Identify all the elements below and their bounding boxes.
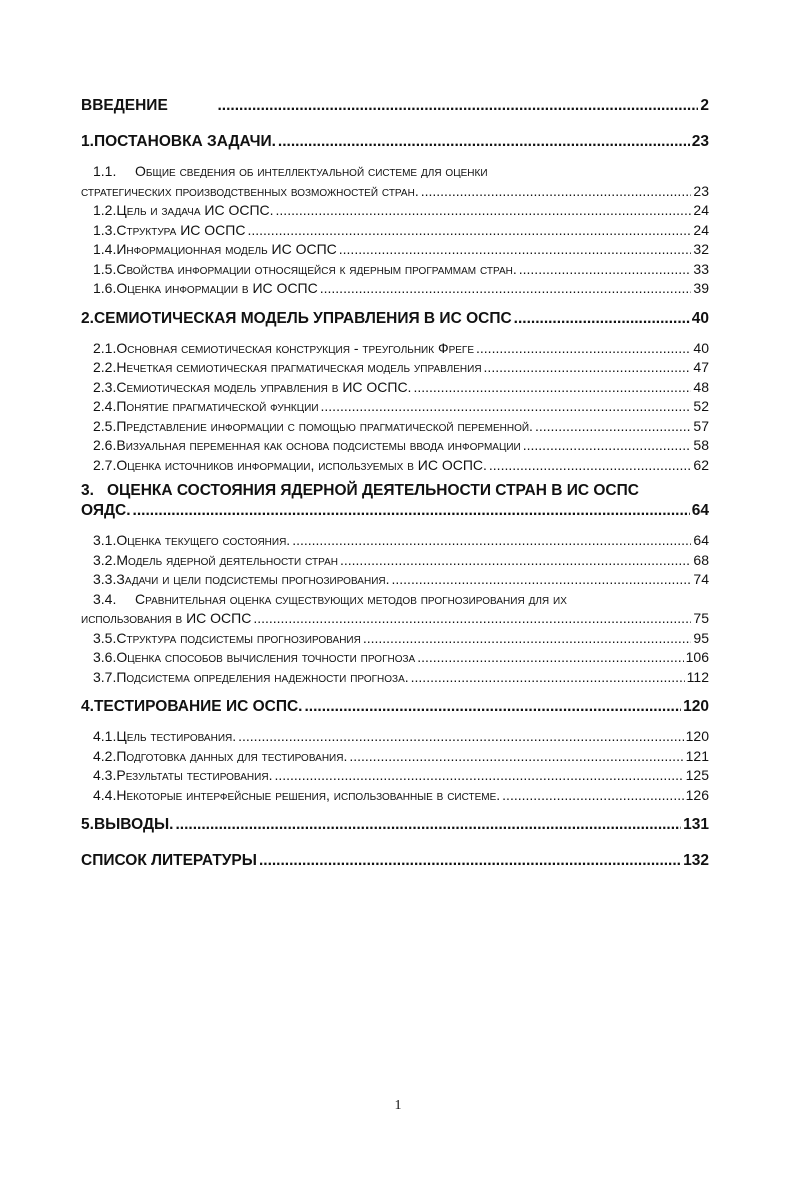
toc-references[interactable]: СПИСОК ЛИТЕРАТУРЫ ..... 132 bbox=[81, 851, 709, 871]
toc-section-2-6[interactable]: 2.6. Визуальная переменная как основа подсистемы ввода информации ..... 58 bbox=[81, 436, 709, 456]
toc-section-3-4[interactable]: 3.4. Сравнительная оценка существующих методов прогнозирования для их bbox=[93, 590, 567, 607]
toc-section-3-1[interactable]: 3.1. Оценка текущего состояния. ..... 64 bbox=[81, 531, 709, 551]
toc-section-3-7[interactable]: 3.7. Подсистема определения надежности прогноза. ..... 112 bbox=[81, 668, 709, 688]
toc-section-2-2[interactable]: 2.2. Нечеткая семиотическая прагматическая модель управления ..... 47 bbox=[81, 358, 709, 378]
toc-section-2-4[interactable]: 2.4. Понятие прагматической функции ..... 52 bbox=[81, 397, 709, 417]
chapter-title: ОЦЕНКА СОСТОЯНИЯ ЯДЕРНОЙ ДЕЯТЕЛЬНОСТИ СТРАН В ИС ОСПС bbox=[107, 482, 639, 499]
chapter-title: ТЕСТИРОВАНИЕ ИС ОСПС. bbox=[93, 698, 303, 715]
toc-chapter-5[interactable]: 5. ВЫВОДЫ. ..... 131 bbox=[81, 815, 709, 835]
toc-section-3-6[interactable]: 3.6. Оценка способов вычисления точности прогноза ..... 106 bbox=[81, 648, 709, 668]
toc-section-2-1[interactable]: 2.1. Основная семиотическая конструкция - треугольник Фреге ..... 40 bbox=[81, 339, 709, 359]
toc-section-3-5[interactable]: 3.5. Структура подсистемы прогнозирования ..... 95 bbox=[81, 629, 709, 649]
intro-title: ВВЕДЕНИЕ bbox=[81, 97, 168, 114]
toc-section-1-1-cont[interactable]: стратегических производственных возможностей стран. ..... 23 bbox=[81, 182, 709, 202]
toc-section-1-4[interactable]: 1.4. Информационная модель ИС ОСПС ..... 32 bbox=[81, 240, 709, 260]
toc-section-3-3[interactable]: 3.3. Задачи и цели подсистемы прогнозирования. ..... 74 bbox=[81, 570, 709, 590]
toc-section-4-2[interactable]: 4.2. Подготовка данных для тестирования. ..... 121 bbox=[81, 747, 709, 767]
toc-section-1-3[interactable]: 1.3. Структура ИС ОСПС ..... 24 bbox=[81, 221, 709, 241]
toc-chapter-3[interactable]: 3. ОЦЕНКА СОСТОЯНИЯ ЯДЕРНОЙ ДЕЯТЕЛЬНОСТИ СТРАН В ИС ОСПС bbox=[81, 482, 639, 499]
toc-section-2-3[interactable]: 2.3. Семиотическая модель управления в ИС ОСПС. ..... 48 bbox=[81, 378, 709, 398]
toc-section-1-1[interactable]: 1.1. Общие сведения об интеллектуальной системе для оценки bbox=[93, 163, 488, 179]
chapter-title: СЕМИОТИЧЕСКАЯ МОДЕЛЬ УПРАВЛЕНИЯ В ИС ОСПС bbox=[93, 309, 512, 327]
chapter-title: ВЫВОДЫ. bbox=[93, 816, 174, 833]
intro-page: 2 bbox=[700, 97, 709, 114]
toc-section-1-2[interactable]: 1.2. Цель и задача ИС ОСПС. ..... 24 bbox=[81, 201, 709, 221]
toc-chapter-4[interactable]: 4. ТЕСТИРОВАНИЕ ИС ОСПС. ..... 120 bbox=[81, 697, 709, 717]
references-title: СПИСОК ЛИТЕРАТУРЫ bbox=[81, 852, 257, 869]
chapter-title: ПОСТАНОВКА ЗАДАЧИ. bbox=[93, 133, 276, 150]
toc-section-3-2[interactable]: 3.2. Модель ядерной деятельности стран ..... 68 bbox=[81, 551, 709, 571]
toc-chapter-3-cont[interactable]: ОЯДС. ..... 64 bbox=[81, 501, 709, 521]
toc-chapter-1[interactable]: 1. ПОСТАНОВКА ЗАДАЧИ. ..... 23 bbox=[81, 132, 709, 152]
toc-section-1-6[interactable]: 1.6. Оценка информации в ИС ОСПС ..... 39 bbox=[81, 279, 709, 299]
toc-section-4-1[interactable]: 4.1. Цель тестирования. ..... 120 bbox=[81, 727, 709, 747]
toc-section-4-4[interactable]: 4.4. Некоторые интерфейсные решения, использованные в системе. ..... 126 bbox=[81, 786, 709, 806]
page-number: 1 bbox=[394, 1098, 402, 1113]
table-of-contents bbox=[81, 96, 709, 871]
toc-section-1-5[interactable]: 1.5. Свойства информации относящейся к ядерным программам стран. ..... 33 bbox=[81, 260, 709, 280]
toc-section-3-4-cont[interactable]: использования в ИС ОСПС ..... 75 bbox=[81, 609, 709, 629]
toc-section-4-3[interactable]: 4.3. Результаты тестирования. ..... 125 bbox=[81, 766, 709, 786]
toc-section-2-5[interactable]: 2.5. Представление информации с помощью прагматической переменной. ..... 57 bbox=[81, 417, 709, 437]
toc-section-2-7[interactable]: 2.7. Оценка источников информации, используемых в ИС ОСПС. ..... 62 bbox=[81, 456, 709, 476]
toc-intro[interactable] bbox=[81, 96, 709, 116]
toc-chapter-2[interactable]: 2. СЕМИОТИЧЕСКАЯ МОДЕЛЬ УПРАВЛЕНИЯ В ИС ОСПС ..... 40 bbox=[81, 309, 709, 329]
